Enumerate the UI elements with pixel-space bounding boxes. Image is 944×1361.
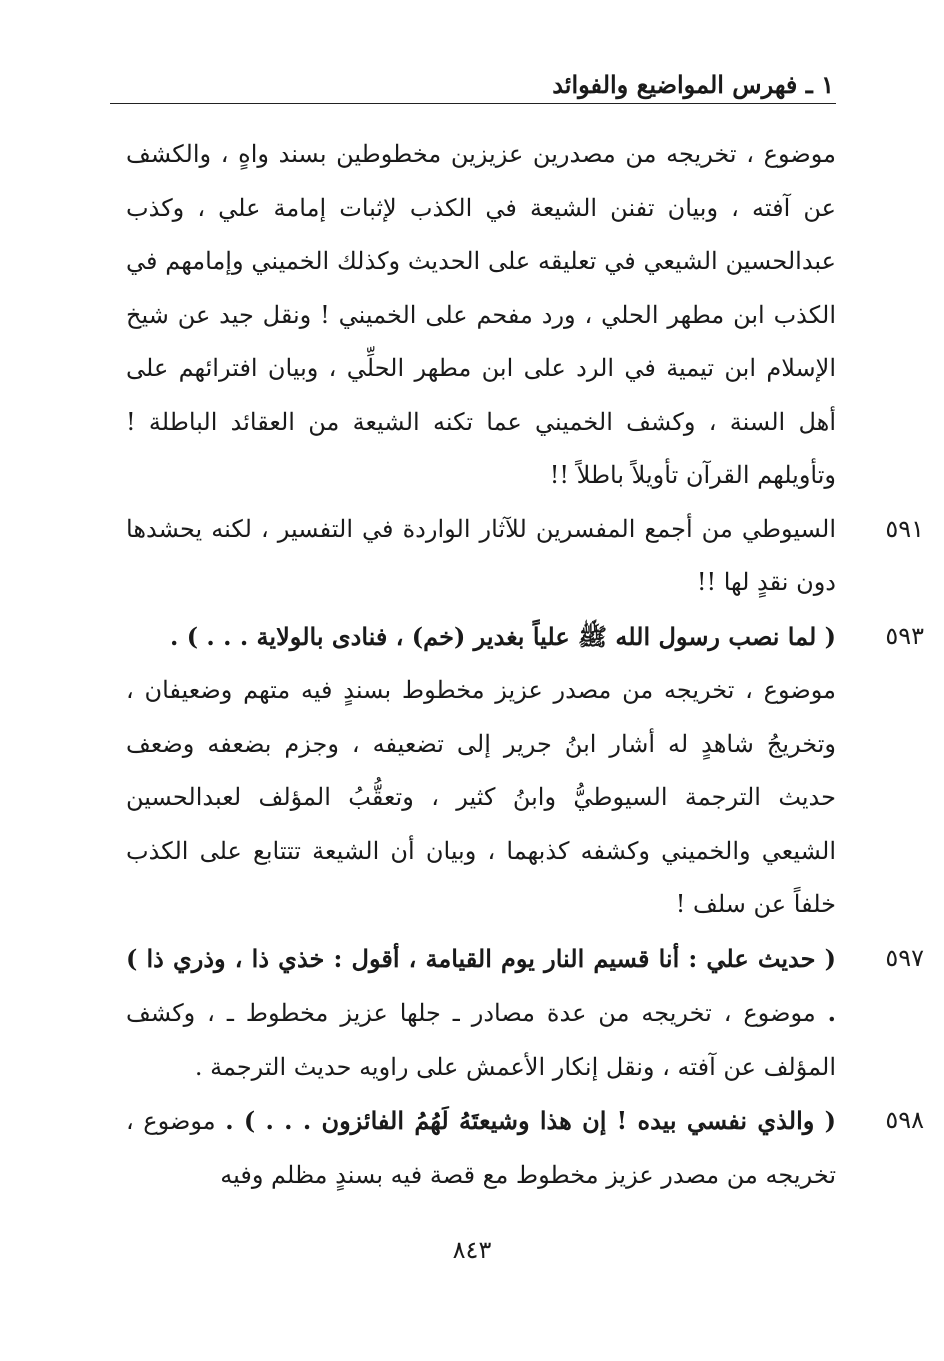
index-entry [126,503,924,610]
index-body [126,128,924,1202]
entry-text: موضوع ، تخريجه من مصدر عزيز مخطوط مع قصة فيه بسندٍ مظلم وفيه [126,1107,836,1189]
entry-text: السيوطي من أجمع المفسرين للآثار الواردة في التفسير ، لكنه يحشدها دون نقدٍ لها !! [126,514,836,596]
continuation-paragraph: موضوع ، تخريجه من مصدرين عزيزين مخطوطين بسند واهٍ ، والكشف عن آفته ، وبيان تفنن الشيعة في الكذب لإثبات إمامة علي ، وكذب عبدالحسين الشيعي في تعليقه على الحديث وكذلك الخميني وإمامهم في الكذب ابن مطهر الحلي ، ورد مفحم على الخميني ! ونقل جيد عن شيخ الإسلام ابن تيمية في الرد على ابن مطهر الحلِّي ، وبيان افترائهم على أهل السنة ، وكشف الخميني عما تكنه الشيعة من العقائد الباطلة ! وتأويلهم القرآن تأويلاً باطلاً !! [126,140,837,489]
entry-hadith-title: ( والذي نفسي بيده ! إن هذا وشيعتَهُ لَهُمُ الفائزون . . . ) . [225,1106,836,1135]
entry-hadith-title: ( حديث علي : أنا قسيم النار يوم القيامة ، أقول : خذي ذا ، وذري ذا ) . [126,943,836,1027]
page-number: ٨٤٣ [452,1236,492,1264]
index-entry [126,932,924,1095]
index-entry [126,610,924,932]
entry-page-number: ٥٩٧ [885,943,924,972]
entry-page-number: ٥٩٨ [885,1106,924,1134]
header-divider [110,103,836,104]
entry-text: موضوع ، تخريجه من عدة مصادر ـ جلها عزيز مخطوط ـ ، وكشف المؤلف عن آفته ، ونقل إنكار الأعمش على راويه حديث الترجمة . [126,999,836,1081]
entry-page-number: ٥٩٣ [885,621,924,650]
entry-page-number: ٥٩١ [885,514,924,543]
entry-text: موضوع ، تخريجه من مصدر عزيز مخطوط بسندٍ فيه متهم وضعيفان ، وتخريجُ شاهدٍ له أشار ابنُ جرير إلى تضعيفه ، وجزم بضعفه وضعف حديث الترجمة السيوطيُّ وابنُ كثير ، وتعقُّبُ المؤلف لعبدالحسين الشيعي والخميني وكشفه كذبهما ، وبيان أن الشيعة تتتابع على الكذب خلفاً عن سلف ! [126,676,836,918]
running-header-title: ١ ـ فهرس المواضيع والفوائد [552,70,834,99]
index-entry [126,1094,924,1202]
entry-hadith-title: ( لما نصب رسول الله ﷺ علياً بغدير (خم) ، فنادى بالولاية . . . ) . [170,621,836,651]
